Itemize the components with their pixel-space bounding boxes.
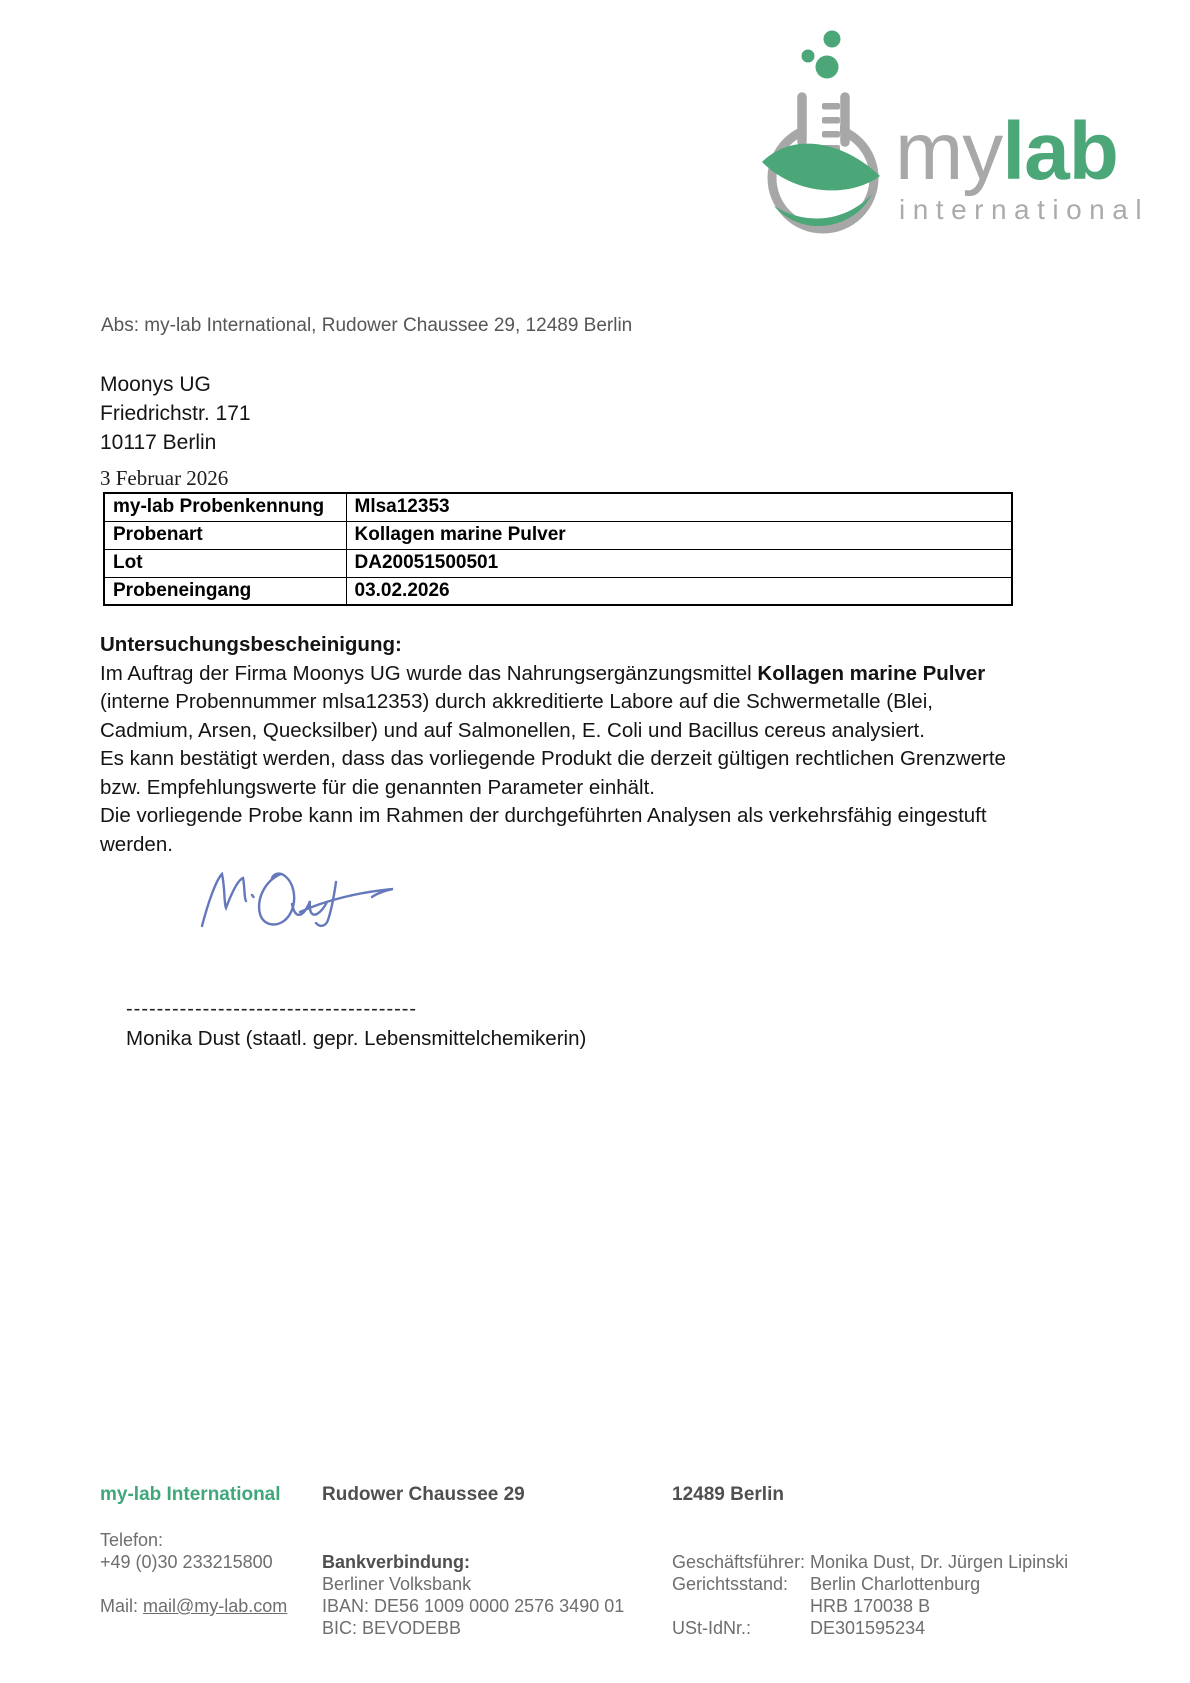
logo-lab: lab: [1002, 106, 1118, 197]
bank-iban: IBAN: DE56 1009 0000 2576 3490 01: [322, 1596, 625, 1616]
phone-number: +49 (0)30 233215800: [100, 1552, 273, 1572]
mail-label: Mail:: [100, 1596, 144, 1616]
legal-empty-cell: [672, 1595, 810, 1617]
body-line: Cadmium, Arsen, Quecksilber) und auf Salmonellen, E. Coli und Bacillus cereus analysiert.: [100, 718, 925, 742]
letter-date: 3 Februar 2026: [100, 466, 229, 490]
body-heading: Untersuchungsbescheinigung:: [100, 633, 402, 656]
signatory-name: Monika Dust (staatl. gepr. Lebensmittelchemikerin): [126, 1027, 587, 1050]
table-cell-label: Lot: [104, 549, 346, 577]
ceo-names: Monika Dust, Dr. Jürgen Lipinski: [810, 1552, 1069, 1572]
footer-legal-column: [672, 1551, 1068, 1639]
body-line: werden.: [100, 832, 173, 856]
logo-my: my: [895, 106, 1003, 197]
sender-return-address: Abs: my-lab International, Rudower Chaussee 29, 12489 Berlin: [101, 315, 633, 336]
recipient-street: Friedrichstr. 171: [100, 402, 251, 425]
table-cell-value: Kollagen marine Pulver: [346, 521, 1012, 549]
phone-label: Telefon:: [100, 1530, 164, 1550]
recipient-name: Moonys UG: [100, 373, 211, 396]
vat-number: DE301595234: [810, 1618, 926, 1638]
footer-contact-column: [100, 1529, 287, 1617]
body-line: (interne Probennummer mlsa12353) durch akkreditierte Labore auf die Schwermetalle (Blei,: [100, 690, 933, 713]
ceo-label: Geschäftsführer:: [672, 1552, 806, 1572]
vat-label: USt-IdNr.:: [672, 1618, 752, 1638]
mail-line: [100, 1595, 287, 1617]
court-city: Berlin Charlottenburg: [810, 1574, 981, 1594]
footer-gap: [100, 1573, 287, 1595]
bank-bic: BIC: BEVODEBB: [322, 1618, 462, 1638]
body-line1-product: Kollagen marine Pulver: [757, 661, 986, 685]
logo-wordmark-sub: international: [899, 194, 1150, 225]
table-cell-label: Probeneingang: [104, 577, 346, 605]
footer-company-name: my-lab International: [100, 1484, 281, 1505]
footer-city: 12489 Berlin: [672, 1484, 784, 1505]
bank-heading: Bankverbindung:: [322, 1552, 471, 1572]
mail-link[interactable]: mail@my-lab.com: [143, 1596, 288, 1616]
body-line: bzw. Empfehlungswerte für die genannten Parameter einhält.: [100, 775, 655, 799]
table-cell-label: Probenart: [104, 521, 346, 549]
bank-name: Berliner Volksbank: [322, 1574, 472, 1594]
footer-street: Rudower Chaussee 29: [322, 1484, 525, 1505]
table-cell-value: Mlsa12353: [346, 493, 1012, 521]
footer-bank-column: [322, 1551, 624, 1639]
court-label: Gerichtsstand:: [672, 1574, 789, 1594]
table-cell-value: DA20051500501: [346, 549, 1012, 577]
body-line: Die vorliegende Probe kann im Rahmen der durchgeführten Analysen als verkehrsfähig eingestuft: [100, 804, 987, 827]
body-line: Es kann bestätigt werden, dass das vorliegende Produkt die derzeit gültigen rechtlichen Grenzwerte: [100, 747, 1006, 770]
hrb-number: HRB 170038 B: [810, 1596, 931, 1616]
body-line1-prefix: Im Auftrag der Firma Moonys UG wurde das Nahrungsergänzungsmittel: [100, 661, 758, 685]
table-cell-value: 03.02.2026: [346, 577, 1012, 605]
signature-line: --------------------------------------: [126, 998, 418, 1020]
table-cell-label: my-lab Probenkennung: [104, 493, 346, 521]
recipient-city: 10117 Berlin: [100, 431, 217, 454]
